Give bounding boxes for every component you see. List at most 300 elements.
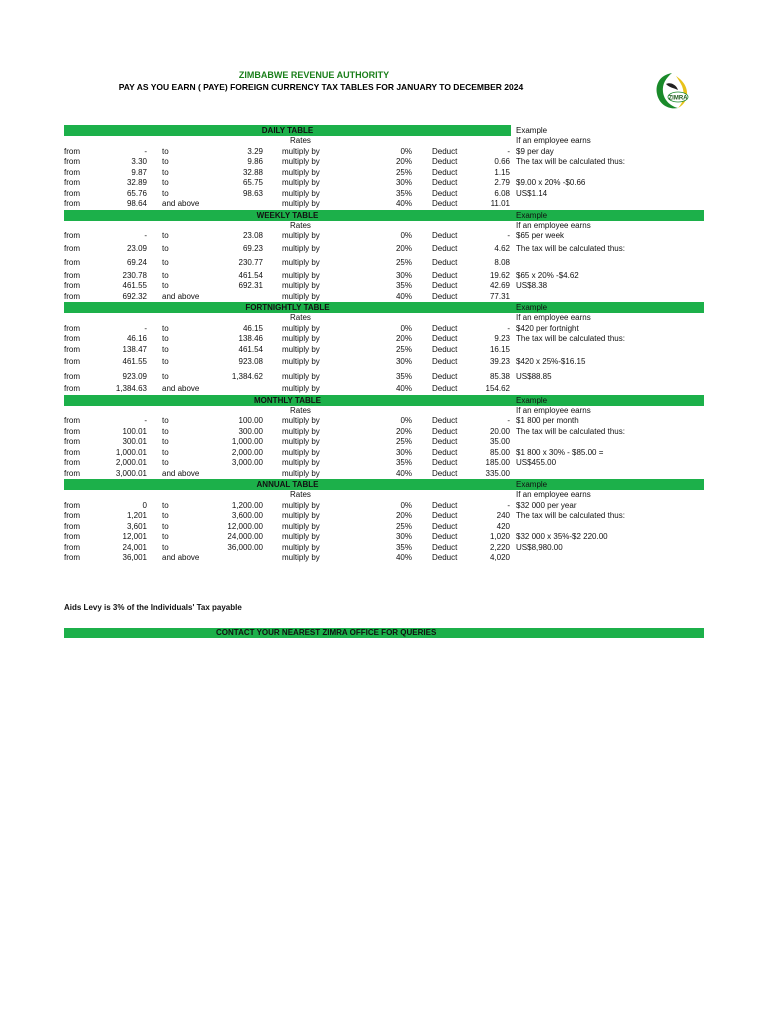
example-intro: If an employee earns <box>516 220 591 230</box>
deduct-label: Deduct <box>432 258 458 267</box>
from-label: from <box>64 542 80 552</box>
tax-rate: 30% <box>395 357 412 366</box>
to-label: to <box>162 167 169 177</box>
bracket-upper: 138.46 <box>238 334 263 343</box>
to-label: to <box>162 542 169 552</box>
example-intro: If an employee earns <box>516 405 591 415</box>
example-header: Example <box>516 395 548 405</box>
bracket-lower: - <box>144 323 147 333</box>
bracket-upper: 692.31 <box>238 281 263 290</box>
from-label: from <box>64 532 80 541</box>
table-title: ANNUAL TABLE <box>256 480 319 489</box>
tax-rate: 30% <box>395 532 412 541</box>
multiply-label: multiply by <box>282 188 320 198</box>
to-label: and above <box>162 291 200 301</box>
deduct-amount: 77.31 <box>489 291 510 301</box>
example-header: Example <box>516 210 548 220</box>
to-label: to <box>162 511 169 520</box>
to-label: and above <box>162 553 200 562</box>
multiply-label: multiply by <box>282 281 320 290</box>
deduct-amount: 6.08 <box>494 188 510 198</box>
tax-rate: 0% <box>400 500 412 510</box>
multiply-label: multiply by <box>282 542 320 552</box>
multiply-label: multiply by <box>282 511 320 520</box>
multiply-label: multiply by <box>282 437 320 446</box>
example-note: US$455.00 <box>516 458 557 467</box>
tax-rate: 35% <box>395 371 412 381</box>
to-label: to <box>162 521 169 531</box>
deduct-label: Deduct <box>432 447 458 457</box>
from-label: from <box>64 500 80 510</box>
bracket-row <box>0 334 768 345</box>
bracket-row <box>0 427 768 438</box>
bracket-upper: 46.15 <box>242 323 263 333</box>
deduct-amount: 240 <box>496 511 510 520</box>
bracket-upper: 9.86 <box>247 157 263 166</box>
to-label: to <box>162 146 169 156</box>
deduct-label: Deduct <box>432 178 458 187</box>
bracket-lower: 100.01 <box>122 426 147 436</box>
bracket-upper: 230.77 <box>238 258 263 267</box>
multiply-label: multiply by <box>282 344 320 354</box>
rates-row <box>0 406 768 417</box>
multiply-label: multiply by <box>282 199 320 208</box>
example-note: US$8,980.00 <box>516 542 563 552</box>
multiply-label: multiply by <box>282 500 320 510</box>
to-label: to <box>162 270 169 280</box>
example-note: $420 x 25%-$16.15 <box>516 357 586 366</box>
example-header: Example <box>516 303 548 312</box>
bracket-row <box>0 324 768 335</box>
tax-rate: 30% <box>395 270 412 280</box>
bracket-row <box>0 189 768 200</box>
from-label: from <box>64 334 80 343</box>
example-note: US$1.14 <box>516 188 548 198</box>
deduct-label: Deduct <box>432 146 458 156</box>
rates-label: Rates <box>290 405 311 415</box>
deduct-label: Deduct <box>432 553 458 562</box>
multiply-label: multiply by <box>282 323 320 333</box>
tax-rate: 40% <box>395 384 412 393</box>
to-label: to <box>162 231 169 240</box>
example-intro: If an employee earns <box>516 490 591 499</box>
multiply-label: multiply by <box>282 231 320 240</box>
example-intro: If an employee earns <box>516 136 591 145</box>
contact-text: CONTACT YOUR NEAREST ZIMRA OFFICE FOR QUERIES <box>216 628 437 637</box>
example-note: $9.00 x 20% -$0.66 <box>516 178 586 187</box>
table-header-band <box>0 479 768 490</box>
bracket-lower: 923.09 <box>122 371 147 381</box>
multiply-label: multiply by <box>282 178 320 187</box>
example-note: The tax will be calculated thus: <box>516 511 625 520</box>
bracket-lower: 692.32 <box>122 291 147 301</box>
deduct-amount: 20.00 <box>489 426 510 436</box>
bracket-row <box>0 178 768 189</box>
bracket-row <box>0 345 768 356</box>
rates-label: Rates <box>290 220 311 230</box>
deduct-amount: - <box>507 231 510 240</box>
from-label: from <box>64 458 80 467</box>
bracket-row <box>0 522 768 533</box>
deduct-label: Deduct <box>432 416 458 425</box>
table-title: MONTHLY TABLE <box>254 395 321 405</box>
from-label: from <box>64 416 80 425</box>
bracket-upper: 300.00 <box>238 426 263 436</box>
bracket-lower: - <box>144 416 147 425</box>
multiply-label: multiply by <box>282 167 320 177</box>
from-label: from <box>64 157 80 166</box>
multiply-label: multiply by <box>282 357 320 366</box>
to-label: to <box>162 437 169 446</box>
multiply-label: multiply by <box>282 553 320 562</box>
multiply-label: multiply by <box>282 384 320 393</box>
bracket-row <box>0 157 768 168</box>
tax-rate: 35% <box>395 458 412 467</box>
deduct-label: Deduct <box>432 323 458 333</box>
deduct-amount: 185.00 <box>485 458 510 467</box>
to-label: to <box>162 416 169 425</box>
example-note: $65 per week <box>516 231 565 240</box>
deduct-label: Deduct <box>432 532 458 541</box>
deduct-label: Deduct <box>432 521 458 531</box>
table-header-band <box>0 210 768 221</box>
deduct-label: Deduct <box>432 458 458 467</box>
tax-rate: 40% <box>395 553 412 562</box>
table-title: FORTNIGHTLY TABLE <box>245 303 330 312</box>
bracket-upper: 461.54 <box>238 270 263 280</box>
bracket-lower: 98.64 <box>126 199 147 208</box>
deduct-amount: - <box>507 416 510 425</box>
multiply-label: multiply by <box>282 416 320 425</box>
from-label: from <box>64 357 80 366</box>
deduct-label: Deduct <box>432 231 458 240</box>
example-note: The tax will be calculated thus: <box>516 426 625 436</box>
deduct-amount: - <box>507 323 510 333</box>
from-label: from <box>64 243 80 253</box>
from-label: from <box>64 199 80 208</box>
to-label: and above <box>162 384 200 393</box>
tax-rate: 25% <box>395 167 412 177</box>
tax-rate: 40% <box>395 199 412 208</box>
to-label: to <box>162 357 169 366</box>
bracket-row <box>0 168 768 179</box>
tax-table-0 <box>0 125 768 210</box>
bracket-row <box>0 532 768 543</box>
example-note: US$88.85 <box>516 371 552 381</box>
deduct-label: Deduct <box>432 167 458 177</box>
deduct-label: Deduct <box>432 291 458 301</box>
tax-tables <box>0 125 768 564</box>
from-label: from <box>64 447 80 457</box>
bracket-upper: 32.88 <box>242 167 263 177</box>
to-label: to <box>162 426 169 436</box>
from-label: from <box>64 371 80 381</box>
tax-rate: 0% <box>400 146 412 156</box>
deduct-label: Deduct <box>432 500 458 510</box>
bracket-upper: 1,384.62 <box>231 371 263 381</box>
bracket-row <box>0 416 768 427</box>
zimra-logo <box>652 70 694 112</box>
from-label: from <box>64 323 80 333</box>
deduct-label: Deduct <box>432 371 458 381</box>
tax-rate: 25% <box>395 258 412 267</box>
bracket-row <box>0 501 768 512</box>
bracket-lower: 2,000.01 <box>115 458 147 467</box>
multiply-label: multiply by <box>282 532 320 541</box>
deduct-amount: 2,220 <box>489 542 510 552</box>
bracket-upper: 65.75 <box>242 178 263 187</box>
deduct-amount: 335.00 <box>485 468 510 478</box>
tax-rate: 30% <box>395 178 412 187</box>
deduct-amount: 1.15 <box>494 167 510 177</box>
rates-row <box>0 221 768 232</box>
example-header: Example <box>516 126 548 135</box>
bracket-lower: 1,000.01 <box>115 447 147 457</box>
example-note: The tax will be calculated thus: <box>516 334 625 343</box>
example-note: US$8.38 <box>516 281 548 290</box>
from-label: from <box>64 468 80 478</box>
bracket-row <box>0 543 768 554</box>
deduct-label: Deduct <box>432 511 458 520</box>
rates-label: Rates <box>290 136 311 145</box>
to-label: to <box>162 334 169 343</box>
bracket-lower: 9.87 <box>131 167 147 177</box>
tax-rate: 20% <box>395 426 412 436</box>
tax-rate: 35% <box>395 188 412 198</box>
deduct-label: Deduct <box>432 437 458 446</box>
bracket-row <box>0 256 768 271</box>
example-note: The tax will be calculated thus: <box>516 243 625 253</box>
deduct-label: Deduct <box>432 199 458 208</box>
bracket-lower: 230.78 <box>122 270 147 280</box>
multiply-label: multiply by <box>282 426 320 436</box>
deduct-label: Deduct <box>432 188 458 198</box>
multiply-label: multiply by <box>282 291 320 301</box>
deduct-amount: 11.01 <box>490 199 510 208</box>
table-title: WEEKLY TABLE <box>256 210 319 220</box>
tax-table-1 <box>0 210 768 303</box>
from-label: from <box>64 437 80 446</box>
deduct-amount: 85.00 <box>489 447 510 457</box>
example-note: $1 800 per month <box>516 416 579 425</box>
example-header: Example <box>516 480 548 489</box>
from-label: from <box>64 511 80 520</box>
to-label: to <box>162 188 169 198</box>
tax-rate: 20% <box>395 511 412 520</box>
tax-rate: 0% <box>400 231 412 240</box>
bracket-upper: 461.54 <box>238 344 263 354</box>
multiply-label: multiply by <box>282 258 320 267</box>
bracket-lower: 461.55 <box>122 357 147 366</box>
tax-rate: 40% <box>395 291 412 301</box>
bracket-row <box>0 511 768 522</box>
bracket-lower: 36,001 <box>122 553 147 562</box>
tax-rate: 40% <box>395 468 412 478</box>
deduct-label: Deduct <box>432 384 458 393</box>
bracket-row <box>0 231 768 242</box>
deduct-amount: 16.15 <box>489 344 510 354</box>
bracket-lower: 3,601 <box>126 521 147 531</box>
bracket-lower: 3,000.01 <box>115 468 147 478</box>
bracket-row <box>0 281 768 292</box>
bracket-upper: 24,000.00 <box>227 532 263 541</box>
bracket-upper: 2,000.00 <box>231 447 263 457</box>
bracket-row <box>0 437 768 448</box>
to-label: to <box>162 500 169 510</box>
deduct-label: Deduct <box>432 542 458 552</box>
multiply-label: multiply by <box>282 468 320 478</box>
to-label: to <box>162 157 169 166</box>
bracket-upper: 3,000.00 <box>231 458 263 467</box>
to-label: to <box>162 344 169 354</box>
from-label: from <box>64 178 80 187</box>
tax-rate: 20% <box>395 157 412 166</box>
bracket-row <box>0 458 768 469</box>
from-label: from <box>64 281 80 290</box>
deduct-label: Deduct <box>432 157 458 166</box>
rates-row <box>0 490 768 501</box>
page-title: PAY AS YOU EARN ( PAYE) FOREIGN CURRENCY TAX TABLES FOR JANUARY TO DECEMBER 2024 <box>118 82 524 92</box>
multiply-label: multiply by <box>282 270 320 280</box>
tax-table-4 <box>0 479 768 564</box>
bracket-row <box>0 553 768 564</box>
bracket-row <box>0 199 768 210</box>
bracket-upper: 3,600.00 <box>231 511 263 520</box>
tax-rate: 25% <box>395 437 412 446</box>
to-label: to <box>162 323 169 333</box>
bracket-row <box>0 469 768 480</box>
deduct-amount: 42.69 <box>489 281 510 290</box>
from-label: from <box>64 231 80 240</box>
tax-rate: 0% <box>400 323 412 333</box>
from-label: from <box>64 426 80 436</box>
tax-rate: 30% <box>395 447 412 457</box>
deduct-amount: - <box>507 500 510 510</box>
example-note: $9 per day <box>516 146 554 156</box>
deduct-label: Deduct <box>432 270 458 280</box>
deduct-amount: 2.79 <box>494 178 510 187</box>
bracket-row <box>0 292 768 303</box>
bracket-row <box>0 370 768 385</box>
bracket-lower: 12,001 <box>122 532 147 541</box>
tax-rate: 25% <box>395 344 412 354</box>
bracket-lower: 138.47 <box>122 344 147 354</box>
deduct-amount: - <box>507 146 510 156</box>
deduct-amount: 39.23 <box>489 357 510 366</box>
multiply-label: multiply by <box>282 521 320 531</box>
bracket-upper: 36,000.00 <box>227 542 263 552</box>
from-label: from <box>64 188 80 198</box>
to-label: and above <box>162 199 200 208</box>
bracket-upper: 1,000.00 <box>231 437 263 446</box>
bracket-lower: 0 <box>142 500 147 510</box>
from-label: from <box>64 270 80 280</box>
deduct-label: Deduct <box>432 468 458 478</box>
rates-row <box>0 136 768 147</box>
deduct-label: Deduct <box>432 243 458 253</box>
deduct-amount: 9.23 <box>494 334 510 343</box>
to-label: to <box>162 258 169 267</box>
deduct-label: Deduct <box>432 426 458 436</box>
tax-rate: 20% <box>395 334 412 343</box>
bracket-lower: - <box>144 231 147 240</box>
deduct-amount: 8.08 <box>494 258 510 267</box>
bracket-lower: 32.89 <box>126 178 147 187</box>
bracket-lower: - <box>144 146 147 156</box>
bracket-lower: 23.09 <box>126 243 147 253</box>
to-label: to <box>162 243 169 253</box>
bracket-upper: 3.29 <box>247 146 263 156</box>
bracket-upper: 98.63 <box>242 188 263 198</box>
from-label: from <box>64 146 80 156</box>
deduct-amount: 420 <box>496 521 510 531</box>
tax-rate: 20% <box>395 243 412 253</box>
from-label: from <box>64 291 80 301</box>
from-label: from <box>64 344 80 354</box>
example-note: $1 800 x 30% - $85.00 = <box>516 447 604 457</box>
table-header-band <box>0 125 768 136</box>
bracket-lower: 46.16 <box>126 334 147 343</box>
bracket-lower: 1,201 <box>126 511 147 520</box>
example-note: The tax will be calculated thus: <box>516 157 625 166</box>
example-intro: If an employee earns <box>516 313 591 322</box>
multiply-label: multiply by <box>282 157 320 166</box>
logo-text: ZIMRA <box>668 95 688 102</box>
example-note: $32 000 per year <box>516 500 577 510</box>
bracket-row <box>0 271 768 282</box>
rates-label: Rates <box>290 490 311 499</box>
aids-levy-note: Aids Levy is 3% of the Individuals' Tax payable <box>64 603 242 612</box>
bracket-lower: 300.01 <box>122 437 147 446</box>
to-label: and above <box>162 468 200 478</box>
table-header-band <box>0 395 768 406</box>
from-label: from <box>64 167 80 177</box>
to-label: to <box>162 178 169 187</box>
table-title: DAILY TABLE <box>261 126 314 135</box>
multiply-label: multiply by <box>282 146 320 156</box>
tax-table-2 <box>0 302 768 395</box>
deduct-amount: 1,020 <box>489 532 510 541</box>
deduct-amount: 85.38 <box>489 371 510 381</box>
deduct-amount: 19.62 <box>489 270 510 280</box>
example-note: $65 x 20% -$4.62 <box>516 270 579 280</box>
from-label: from <box>64 384 80 393</box>
multiply-label: multiply by <box>282 243 320 253</box>
rates-row <box>0 313 768 324</box>
bracket-upper: 69.23 <box>242 243 263 253</box>
bracket-upper: 100.00 <box>238 416 263 425</box>
bracket-lower: 65.76 <box>126 188 147 198</box>
org-title: ZIMBABWE REVENUE AUTHORITY <box>238 70 390 80</box>
bracket-lower: 461.55 <box>122 281 147 290</box>
bracket-row <box>0 448 768 459</box>
to-label: to <box>162 532 169 541</box>
tax-table-3 <box>0 395 768 480</box>
deduct-label: Deduct <box>432 334 458 343</box>
multiply-label: multiply by <box>282 371 320 381</box>
deduct-amount: 4,020 <box>489 553 510 562</box>
multiply-label: multiply by <box>282 334 320 343</box>
table-header-band <box>0 302 768 313</box>
rates-label: Rates <box>290 313 311 322</box>
to-label: to <box>162 447 169 457</box>
to-label: to <box>162 371 169 381</box>
multiply-label: multiply by <box>282 458 320 467</box>
to-label: to <box>162 281 169 290</box>
multiply-label: multiply by <box>282 447 320 457</box>
deduct-label: Deduct <box>432 357 458 366</box>
from-label: from <box>64 258 80 267</box>
